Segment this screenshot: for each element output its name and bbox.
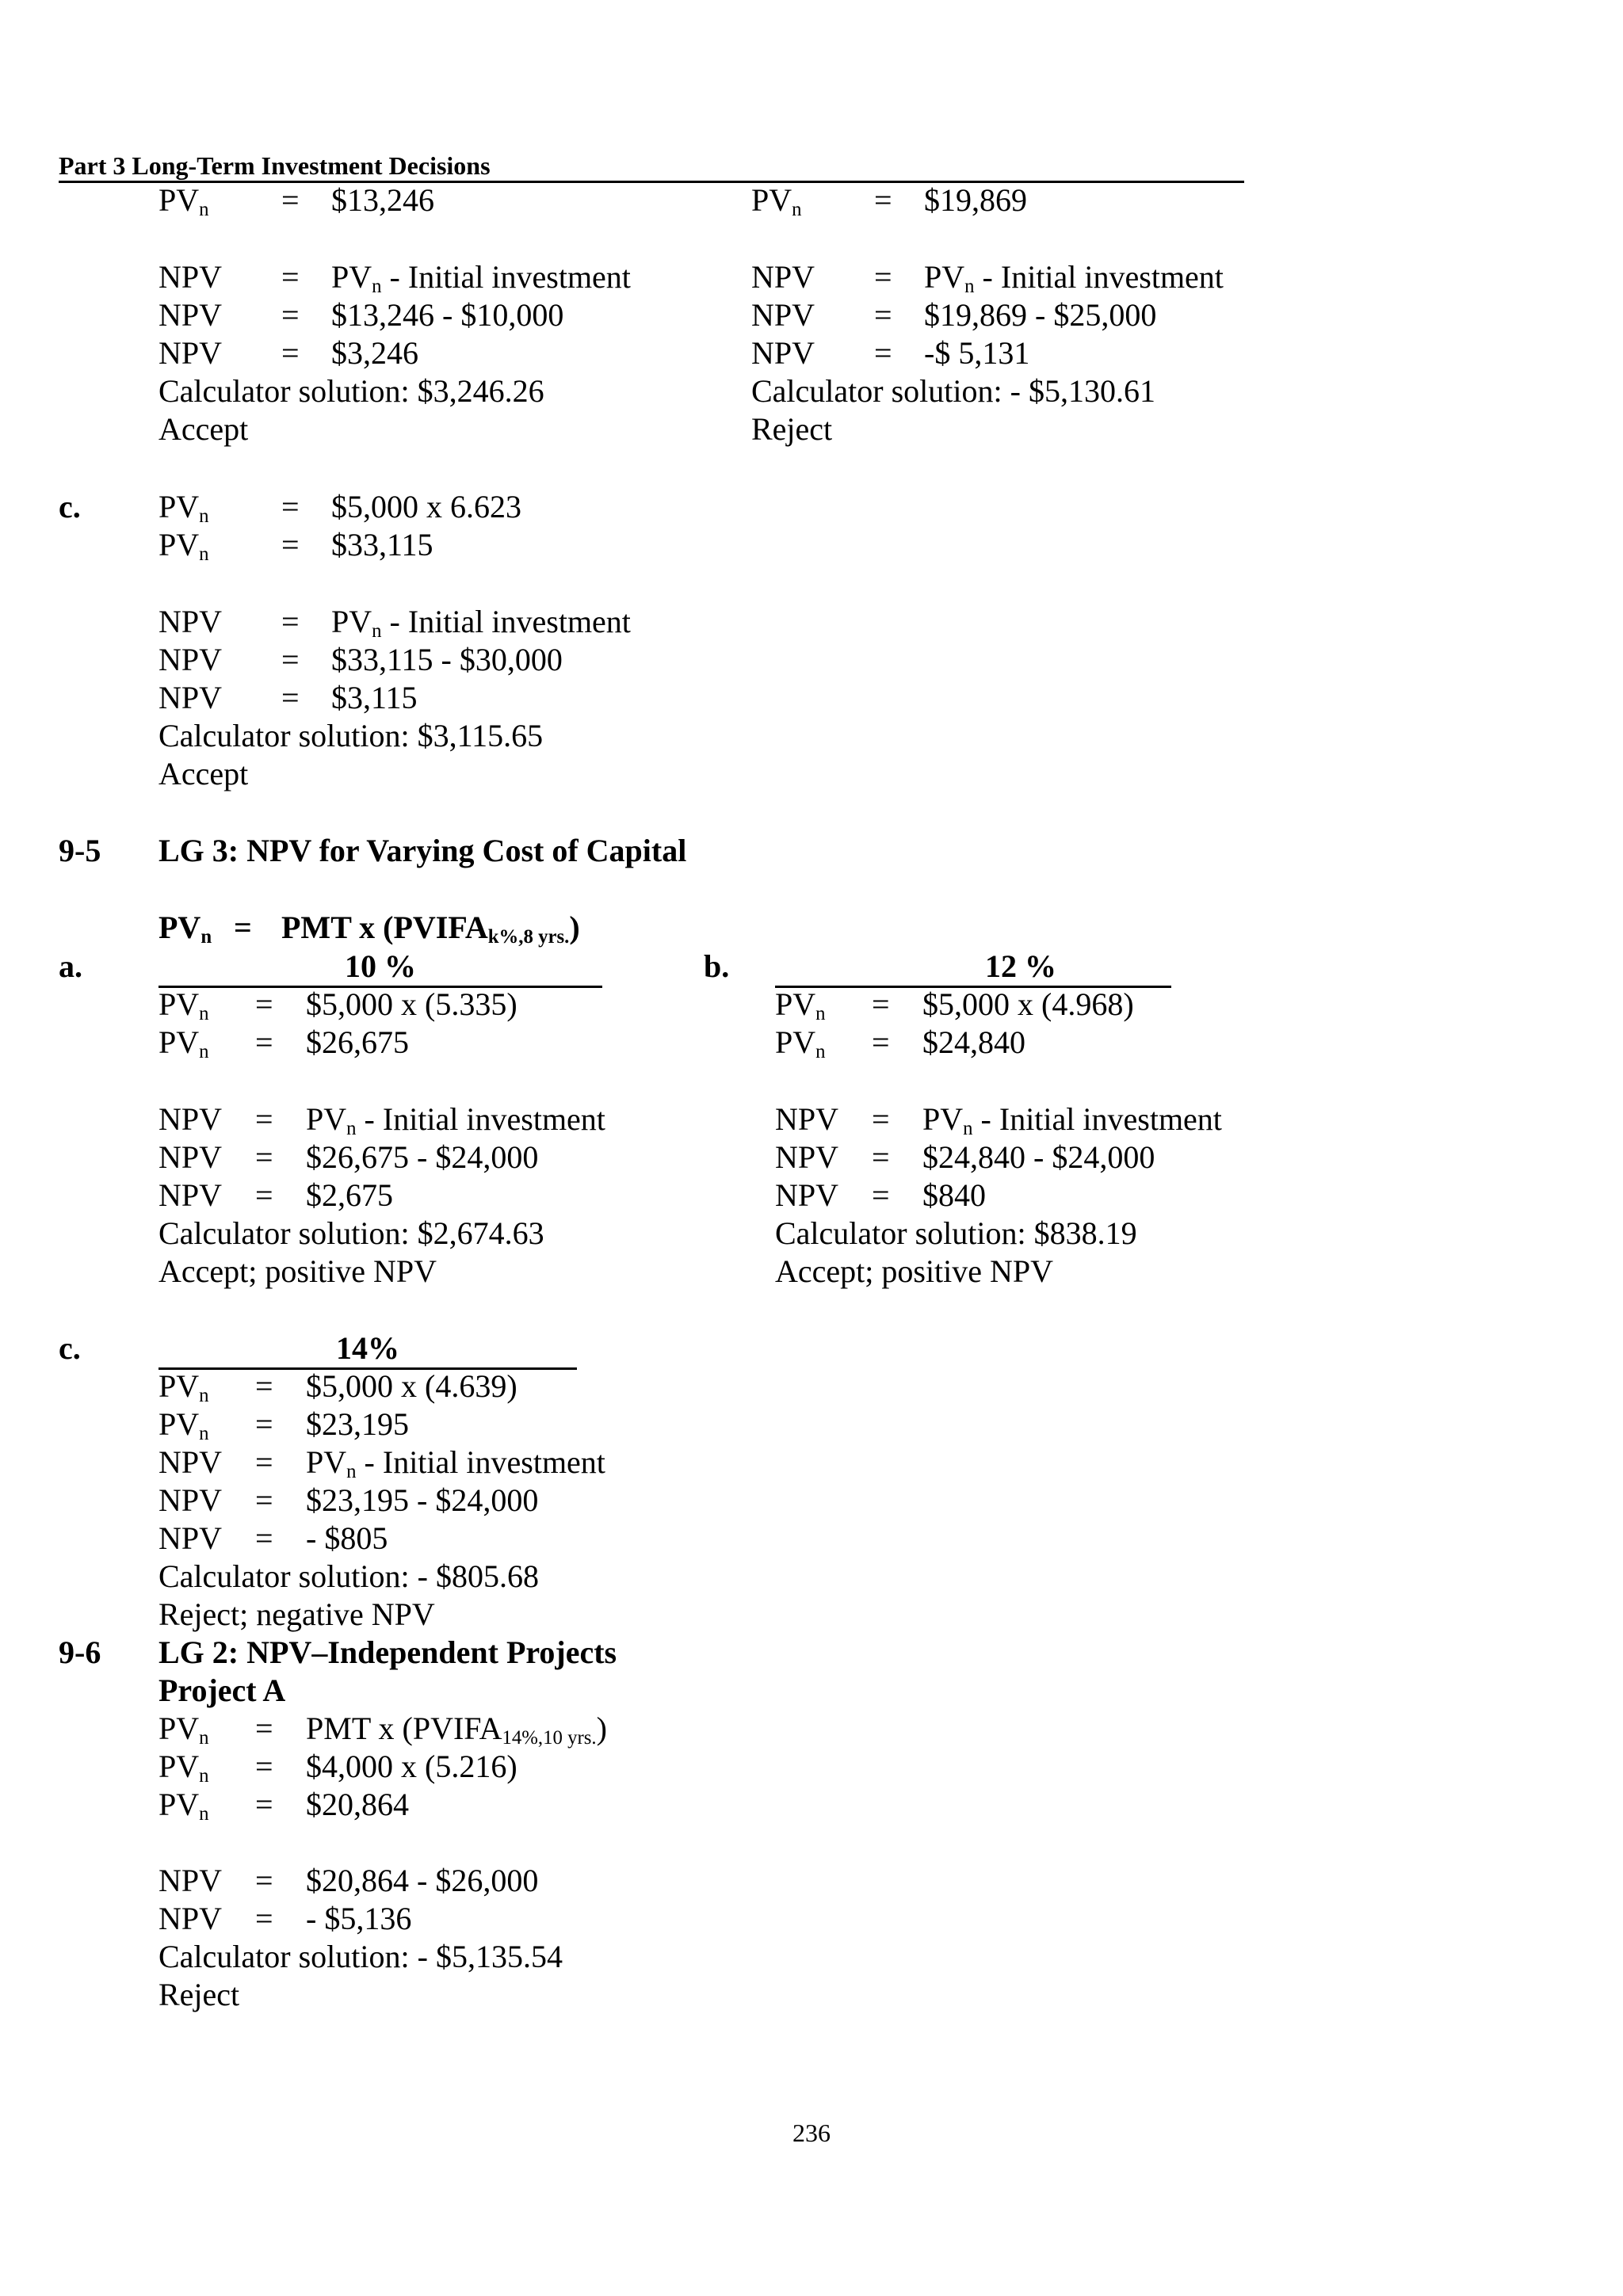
c-calculator: Calculator solution: $3,115.65 — [158, 718, 544, 753]
c95-decision: Reject; negative NPV — [158, 1596, 435, 1632]
p96-calculator: Calculator solution: - $5,135.54 — [158, 1939, 563, 1974]
a-calculator: Calculator solution: $2,674.63 — [158, 1215, 544, 1251]
part-c-9-5-label: c. — [59, 1330, 81, 1366]
b-calculator: Calculator solution: $838.19 — [775, 1215, 1137, 1251]
problem-9-5-title: LG 3: NPV for Varying Cost of Capital — [158, 833, 687, 868]
project-a-heading: Project A — [158, 1672, 286, 1708]
problem-9-6-number: 9-6 — [59, 1634, 101, 1670]
c95-calculator: Calculator solution: - $805.68 — [158, 1558, 539, 1594]
right-calculator: Calculator solution: - $5,130.61 — [751, 373, 1155, 409]
left-decision: Accept — [158, 411, 249, 447]
b-decision: Accept; positive NPV — [775, 1253, 1054, 1289]
page-header — [59, 151, 1244, 183]
part-b-rate-heading: 12 % — [775, 948, 1171, 988]
c-decision: Accept — [158, 756, 249, 791]
part-c-label: c. — [59, 489, 81, 524]
problem-9-5-number: 9-5 — [59, 833, 101, 868]
left-calculator: Calculator solution: $3,246.26 — [158, 373, 544, 409]
part-b-label: b. — [704, 948, 730, 984]
part-a-rate-heading: 10 % — [158, 948, 602, 988]
problem-9-6-title: LG 2: NPV–Independent Projects — [158, 1634, 617, 1670]
part-c-rate-heading: 14% — [158, 1329, 577, 1370]
p96-decision: Reject — [158, 1977, 240, 2012]
page-number: 236 — [792, 2119, 831, 2147]
part-a-label: a. — [59, 948, 82, 984]
header-text: Part 3 Long-Term Investment Decisions — [59, 151, 491, 180]
right-decision: Reject — [751, 411, 833, 447]
a-decision: Accept; positive NPV — [158, 1253, 437, 1289]
